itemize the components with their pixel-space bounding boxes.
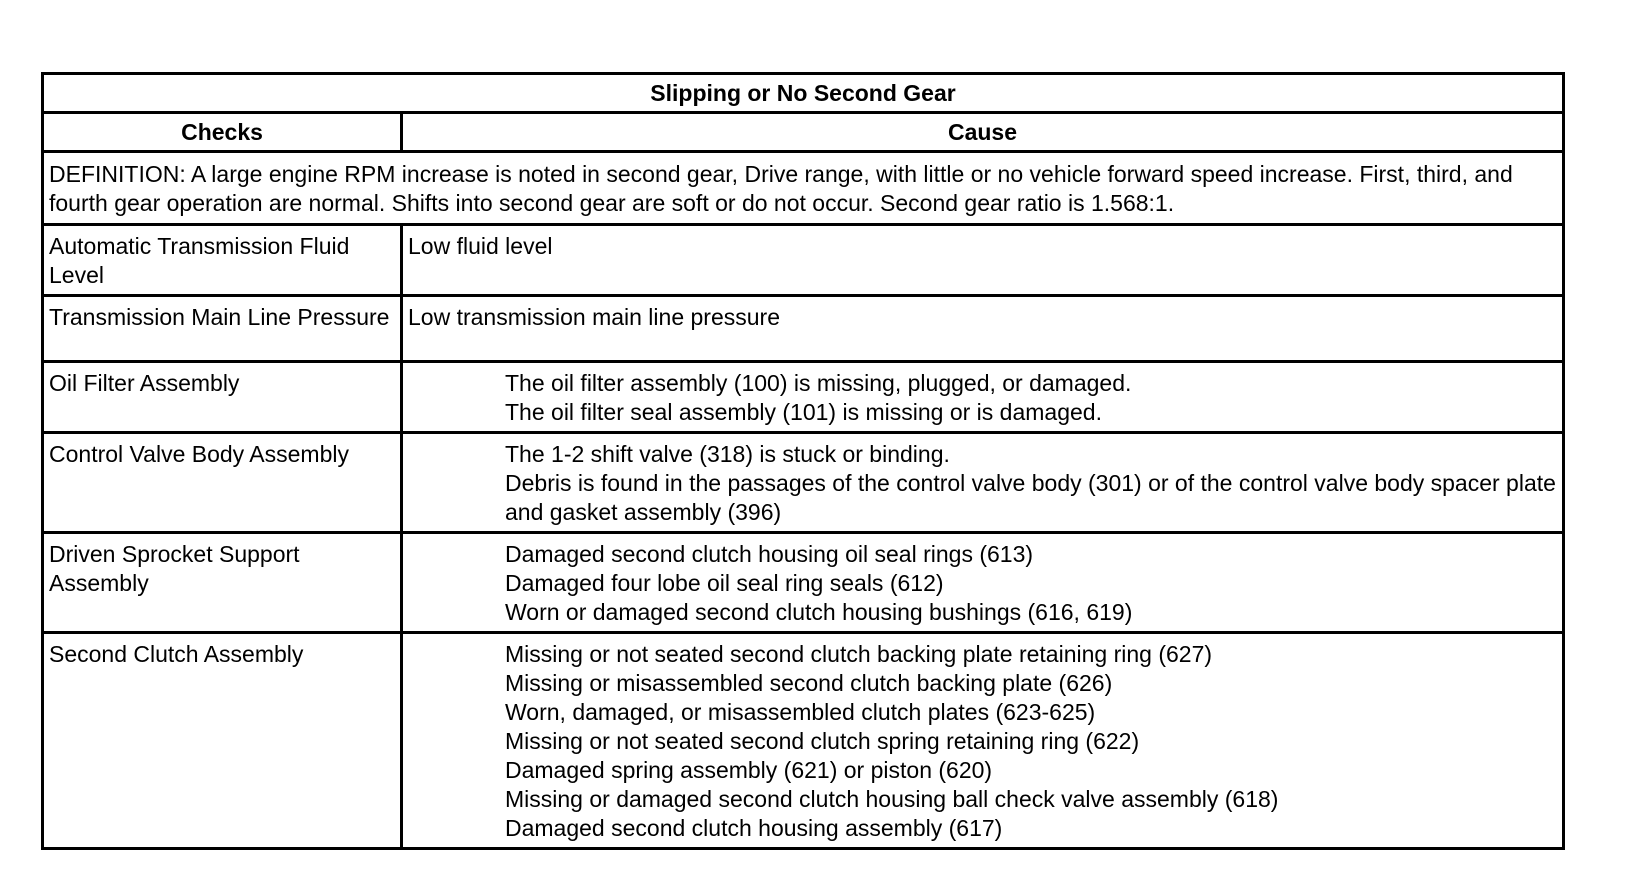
- cause-item: Damaged second clutch housing oil seal rings (613): [505, 541, 1034, 567]
- check-cell: Transmission Main Line Pressure: [43, 296, 402, 362]
- table-row: [43, 433, 1564, 533]
- checks-header: Checks: [43, 113, 402, 152]
- cause-item: Missing or damaged second clutch housing ball check valve assembly (618): [505, 786, 1279, 812]
- cause-cell: [402, 633, 1564, 849]
- cause-item: Debris is found in the passages of the control valve body (301) or of the control valve body spacer plate and gasket assembly (396): [505, 470, 1556, 525]
- cause-item: Missing or not seated second clutch spring retaining ring (622): [505, 728, 1140, 754]
- check-cell: Driven Sprocket Support Assembly: [43, 533, 402, 633]
- cause-cell: [402, 296, 1564, 362]
- cause-list: [408, 369, 1557, 427]
- cause-item: Missing or misassembled second clutch backing plate (626): [505, 670, 1113, 696]
- cause-item: Damaged second clutch housing assembly (617): [505, 815, 1003, 841]
- cause-item: Low transmission main line pressure: [408, 304, 780, 330]
- check-cell: Control Valve Body Assembly: [43, 433, 402, 533]
- cause-cell: [402, 533, 1564, 633]
- cause-item: The 1-2 shift valve (318) is stuck or binding.: [505, 441, 950, 467]
- cause-item: Missing or not seated second clutch backing plate retaining ring (627): [505, 641, 1213, 667]
- table-title: Slipping or No Second Gear: [43, 74, 1564, 113]
- cause-item: Worn, damaged, or misassembled clutch plates (623-625): [505, 699, 1096, 725]
- cause-item: The oil filter assembly (100) is missing, plugged, or damaged.: [505, 370, 1132, 396]
- diagnostic-table: [41, 72, 1565, 850]
- title-row: [43, 74, 1564, 113]
- cause-list: [408, 640, 1557, 843]
- cause-list: [408, 540, 1557, 627]
- cause-item: Damaged four lobe oil seal ring seals (612): [505, 570, 944, 596]
- cause-cell: [402, 362, 1564, 433]
- check-cell: Oil Filter Assembly: [43, 362, 402, 433]
- check-cell: Second Clutch Assembly: [43, 633, 402, 849]
- cause-header: Cause: [402, 113, 1564, 152]
- cause-list: [408, 440, 1557, 527]
- header-row: [43, 113, 1564, 152]
- table-row: [43, 362, 1564, 433]
- cause-cell: [402, 433, 1564, 533]
- table-row: [43, 225, 1564, 296]
- table-row: [43, 533, 1564, 633]
- definition-text: DEFINITION: A large engine RPM increase is noted in second gear, Drive range, with little or no vehicle forward speed increase. First, third, and fourth gear operation are normal. Shifts into second gear are soft or do not occur. Second gear ratio is 1.568:1.: [43, 152, 1564, 225]
- table-row: [43, 633, 1564, 849]
- definition-row: [43, 152, 1564, 225]
- cause-item: Low fluid level: [408, 233, 553, 259]
- table-row: [43, 296, 1564, 362]
- cause-item: Worn or damaged second clutch housing bushings (616, 619): [505, 599, 1133, 625]
- check-cell: Automatic Transmission Fluid Level: [43, 225, 402, 296]
- cause-cell: [402, 225, 1564, 296]
- cause-item: Damaged spring assembly (621) or piston (620): [505, 757, 993, 783]
- cause-item: The oil filter seal assembly (101) is missing or is damaged.: [505, 399, 1102, 425]
